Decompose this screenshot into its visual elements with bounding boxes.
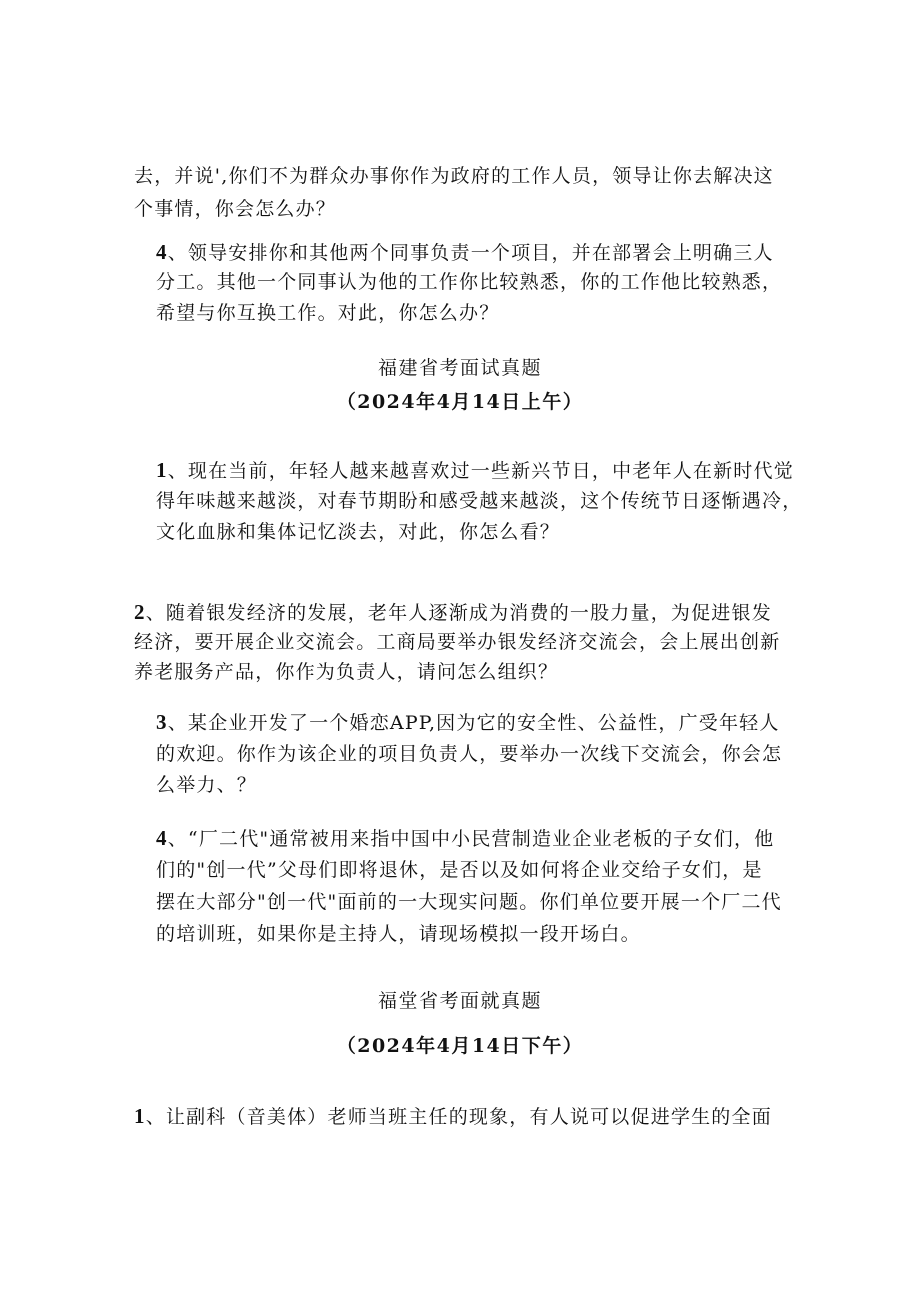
s1-q4-line-4: 的培训班，如果你是主持人，请现场模拟一段开场白。 xyxy=(156,923,641,945)
s1-q3-number: 3 xyxy=(156,710,168,734)
s1-q2-line-2: 经济，要开展企业交流会。工商局要举办银发经济交流会，会上展出创新 xyxy=(134,631,781,653)
s1-q4-number: 4 xyxy=(156,826,168,850)
s1-q1-number: 1 xyxy=(156,458,168,482)
s1-q2-line-3: 养老服务产品，你作为负责人，请问怎么组织？ xyxy=(134,661,559,683)
intro-line-2: 个事情，你会怎么办？ xyxy=(134,198,337,220)
section2-date: （2024年4月14日下午） xyxy=(336,1035,584,1057)
s1-q2-text-1: 、随着银发经济的发展，老年人逐渐成为消费的一股力量，为促进银发 xyxy=(145,602,772,624)
s1-q3-line-3: 么举力、？ xyxy=(156,774,258,796)
s1-q4-line-3: 摆在大部分"创一代"面前的一大现实问题。你们单位要开展一个厂二代 xyxy=(156,891,782,913)
q4-text-1: 、领导安排你和其他两个同事负责一个项目，并在部署会上明确三人 xyxy=(167,242,774,264)
s2-q1-line-1 xyxy=(134,1100,772,1133)
s1-q2-line-1 xyxy=(134,596,772,629)
q4-number: 4 xyxy=(156,240,168,264)
intro-line-1: 去，并说',你们不为群众办事你作为政府的工作人员，领导让你去解决这 xyxy=(134,165,774,187)
s1-q1-text-1: 、现在当前，年轻人越来越喜欢过一些新兴节日，中老年人在新时代觉 xyxy=(167,460,794,482)
section1-date: （2024年4月14日上午） xyxy=(336,391,584,413)
s1-q2-number: 2 xyxy=(134,600,146,624)
section1-title: 福建省考面试真题 xyxy=(377,357,542,379)
s1-q4-text-1: 、“厂二代"通常被用来指中国中小民营制造业企业老板的子女们，他 xyxy=(167,828,775,850)
s1-q4-line-1 xyxy=(156,822,774,855)
s2-q1-text-1: 、让副科（音美体）老师当班主任的现象，有人说可以促进学生的全面 xyxy=(145,1106,772,1128)
q4-line-3: 希望与你互换工作。对此，你怎么办？ xyxy=(156,302,500,324)
s1-q4-line-2: 们的"创一代”父母们即将退休，是否以及如何将企业交给子女们，是 xyxy=(156,859,763,881)
s1-q1-line-1 xyxy=(156,454,794,487)
section2-title: 福堂省考面就真题 xyxy=(377,990,542,1012)
s1-q3-text-1: 、某企业开发了一个婚恋APP,因为它的安全性、公益性，广受年轻人 xyxy=(167,712,780,734)
s1-q1-line-3: 文化血脉和集体记忆淡去，对此，你怎么看？ xyxy=(156,521,561,543)
s1-q1-line-2: 得年味越来越淡，对春节期盼和感受越来越淡，这个传统节日逐惭遇冷， xyxy=(156,490,803,512)
s1-q3-line-1 xyxy=(156,706,780,739)
q4-line-1 xyxy=(156,236,774,269)
s2-q1-number: 1 xyxy=(134,1104,146,1128)
q4-line-2: 分工。其他一个同事认为他的工作你比较熟悉，你的工作他比较熟悉， xyxy=(156,271,783,293)
s1-q3-line-2: 的欢迎。你作为该企业的项目负责人，要举办一次线下交流会，你会怎 xyxy=(156,743,783,765)
